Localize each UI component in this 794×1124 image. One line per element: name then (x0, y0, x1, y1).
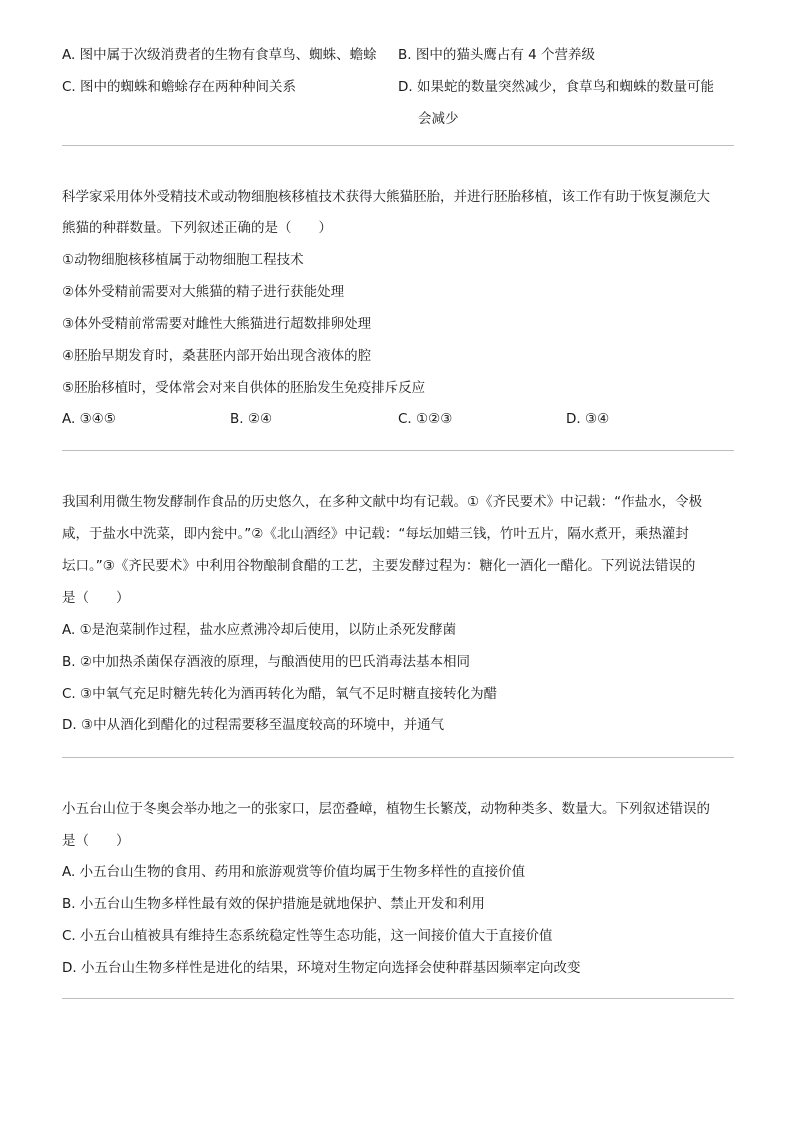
option-c: C. 图中的蜘蛛和蟾蜍存在两种种间关系 (62, 79, 297, 95)
question-stem: 是（ ） (62, 833, 130, 849)
option-c: C. ③中氧气充足时糖先转化为酒再转化为醋，氧气不足时糖直接转化为醋 (62, 686, 498, 702)
statement-item: ⑤胚胎移植时，受体常会对来自供体的胚胎发生免疫排斥反应 (62, 380, 426, 396)
statement-item: ③体外受精前常需要对雌性大熊猫进行超数排卵处理 (62, 316, 372, 332)
option-a: A. 小五台山生物的食用、药用和旅游观赏等价值均属于生物多样性的直接价值 (62, 864, 526, 880)
question-stem: 小五台山位于冬奥会举办地之一的张家口，层峦叠嶂，植物生长繁茂，动物种类多、数量大。下列叙述错误的 (62, 801, 710, 817)
option-a: A. ③④⑤ (62, 411, 116, 427)
question-stem: 坛口。”③《齐民要术》中利用谷物酿制食醋的工艺，主要发酵过程为：糖化一酒化一醋化。下列说法错误的 (62, 558, 696, 574)
question-stem: 咸，于盐水中洗菜，即内瓮中。”②《北山酒经》中记载：“每坛加蜡三钱，竹叶五片，隔水煮开，乘热灌封 (62, 526, 689, 542)
option-b: B. 图中的猫头鹰占有 4 个营养级 (398, 47, 596, 63)
divider (62, 145, 734, 146)
option-b: B. ②中加热杀菌保存酒液的原理，与酿酒使用的巴氏消毒法基本相同 (62, 654, 470, 670)
statement-item: ②体外受精前需要对大熊猫的精子进行获能处理 (62, 284, 345, 300)
question-stem: 科学家采用体外受精技术或动物细胞核移植技术获得大熊猫胚胎，并进行胚胎移植，该工作有助于恢复濒危大 (62, 189, 710, 205)
option-d: D. ③中从酒化到醋化的过程需要移至温度较高的环境中，并通气 (62, 717, 445, 733)
statement-item: ①动物细胞核移植属于动物细胞工程技术 (62, 252, 304, 268)
divider (62, 757, 734, 758)
option-a: A. ①是泡菜制作过程，盐水应煮沸冷却后使用，以防止杀死发酵菌 (62, 622, 457, 638)
option-d: D. 小五台山生物多样性是进化的结果，环境对生物定向选择会使种群基因频率定向改变 (62, 960, 581, 976)
option-b: B. 小五台山生物多样性最有效的保护措施是就地保护、禁止开发和利用 (62, 896, 485, 912)
option-b: B. ②④ (230, 411, 273, 427)
option-d: D. 如果蛇的数量突然减少，食草鸟和蜘蛛的数量可能 (398, 79, 714, 95)
divider (62, 998, 734, 999)
option-d: D. ③④ (566, 411, 610, 427)
option-a: A. 图中属于次级消费者的生物有食草鸟、蜘蛛、蟾蜍 (62, 47, 377, 63)
question-stem: 是（ ） (62, 590, 130, 606)
statement-item: ④胚胎早期发育时，桑葚胚内部开始出现含液体的腔 (62, 348, 372, 364)
option-c: C. ①②③ (398, 411, 453, 427)
question-stem: 熊猫的种群数量。下列叙述正确的是（ ） (62, 220, 332, 236)
question-stem: 我国利用微生物发酵制作食品的历史悠久，在多种文献中均有记载。①《齐民要术》中记载：“作盐水，令极 (62, 494, 703, 510)
divider (62, 450, 734, 451)
option-d-continuation: 会减少 (418, 111, 459, 127)
option-c: C. 小五台山植被具有维持生态系统稳定性等生态功能，这一间接价值大于直接价值 (62, 928, 553, 944)
